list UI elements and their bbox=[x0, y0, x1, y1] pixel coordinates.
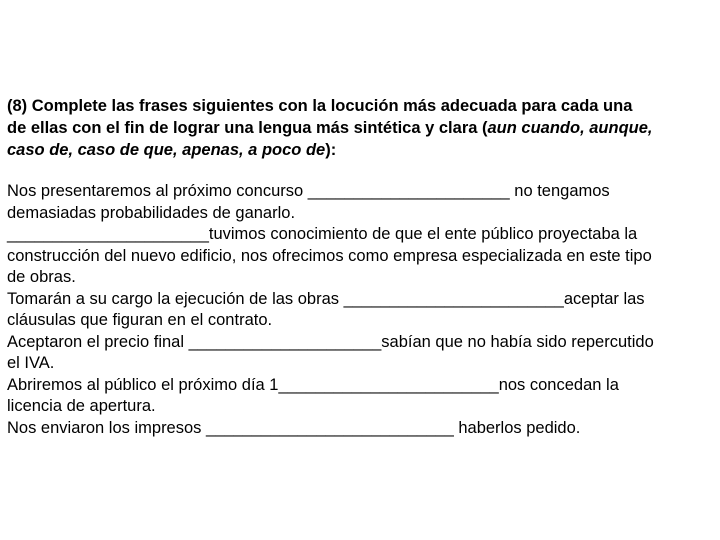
sentence-line: Nos presentaremos al próximo concurso ______________________ no tengamos bbox=[7, 182, 610, 200]
instruction-line-1: (8) Complete las frases siguientes con la locución más adecuada para cada una bbox=[7, 97, 633, 115]
instruction-line-3-tail: ): bbox=[325, 141, 337, 159]
sentence-line: cláusulas que figuran en el contrato. bbox=[7, 311, 273, 329]
sentence-line: demasiadas probabilidades de ganarlo. bbox=[7, 203, 296, 222]
instruction-line-2-text: de ellas con el fin de lograr una lengua más sintética y clara ( bbox=[7, 119, 488, 137]
sentence-line: de obras. bbox=[7, 268, 76, 286]
instruction-options-part-2: caso de, caso de que, apenas, a poco de bbox=[7, 141, 326, 159]
exercise-sentences bbox=[7, 181, 715, 439]
sentence-line: Nos enviaron los impresos ___________________________ haberlos pedido. bbox=[7, 418, 581, 437]
sentence-line: Aceptaron el precio final _____________________sabían que no había sido repercutido bbox=[7, 332, 654, 351]
sentence-line: ______________________tuvimos conocimiento de que el ente público proyectaba la bbox=[7, 225, 638, 243]
sentence-line: construcción del nuevo edificio, nos ofrecimos como empresa especializada en este tipo bbox=[7, 246, 652, 265]
slide-content bbox=[7, 95, 715, 439]
instruction-line-3 bbox=[7, 139, 715, 161]
sentence-line: el IVA. bbox=[7, 354, 55, 372]
instruction-options-part-1: aun cuando, aunque, bbox=[487, 119, 653, 137]
sentence-line: Tomarán a su cargo la ejecución de las obras ________________________aceptar las bbox=[7, 289, 645, 308]
sentence-line: licencia de apertura. bbox=[7, 397, 156, 415]
exercise-instruction bbox=[7, 95, 715, 161]
instruction-line-2 bbox=[7, 117, 715, 139]
sentence-line: Abriremos al público el próximo día 1________________________nos concedan la bbox=[7, 375, 619, 394]
